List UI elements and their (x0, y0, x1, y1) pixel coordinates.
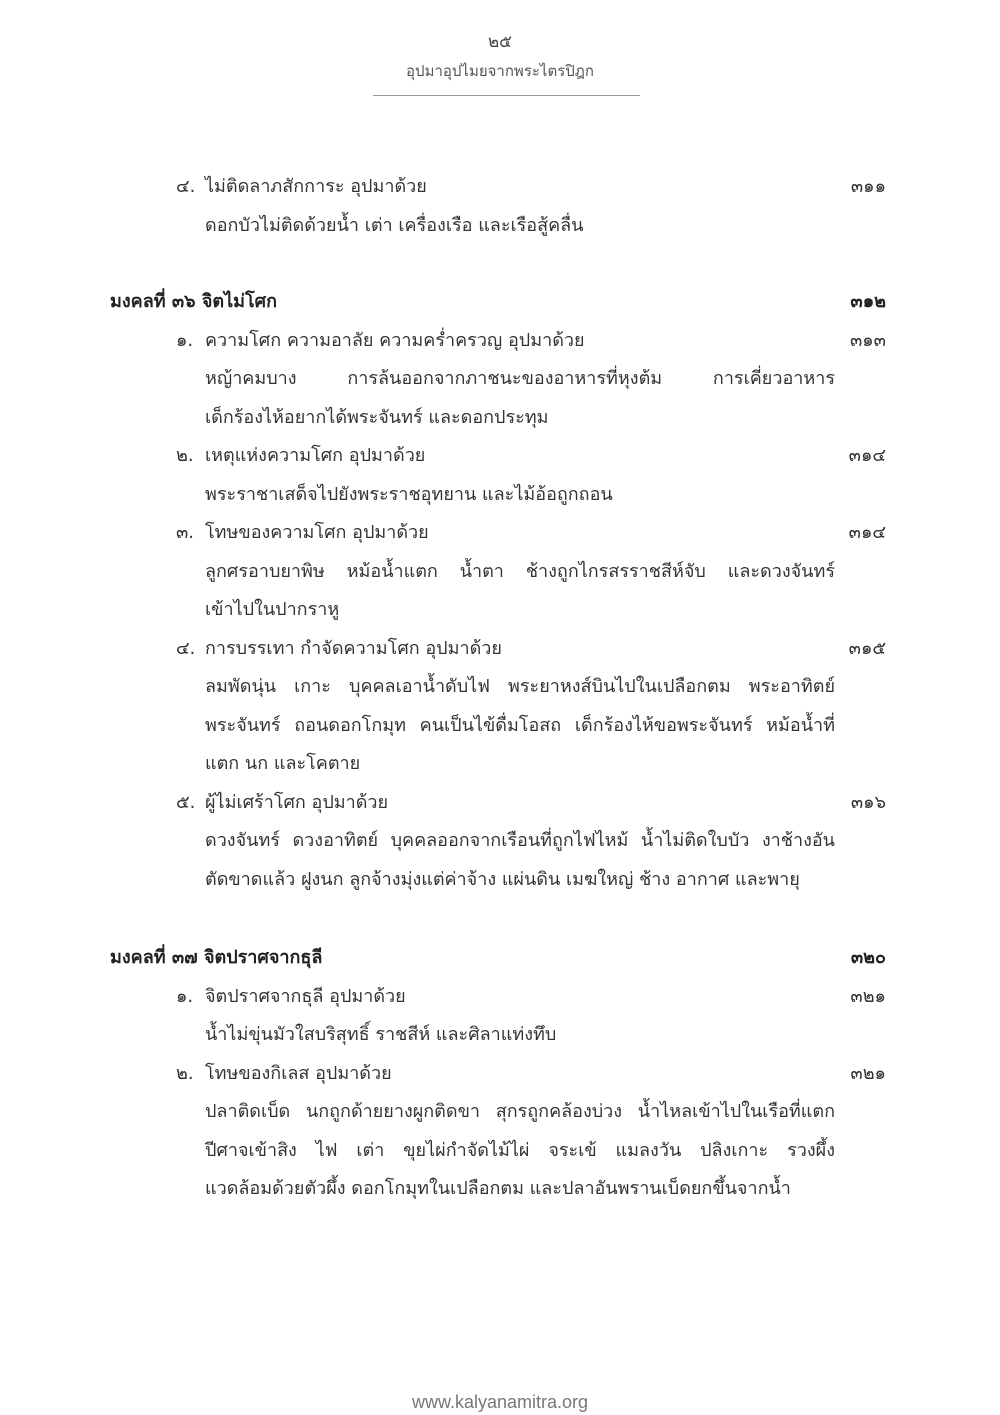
entry-description-text: ปลาติดเบ็ด นกถูกด้ายยางผูกติดขา สุกรถูกคล้องบ่วง น้ำไหลเข้าไปในเรือที่แตก (205, 1101, 835, 1122)
entry-description-line (0, 553, 1000, 592)
entry-number: ๑. (176, 329, 194, 351)
entry-description-line (0, 745, 1000, 784)
section-heading (0, 939, 1000, 978)
toc-entry (0, 168, 1000, 207)
entry-description-text: ลูกศรอาบยาพิษ หม้อน้ำแตก น้ำตา ช้างถูกไกรสรราชสีห์จับ และดวงจันทร์ (205, 560, 835, 582)
entry-description-line (0, 591, 1000, 630)
entry-title: โทษของความโศก อุปมาด้วย (205, 522, 429, 543)
entry-title: การบรรเทา กำจัดความโศก อุปมาด้วย (205, 637, 502, 659)
entry-description-text: ดอกบัวไม่ติดด้วยน้ำ เต่า เครื่องเรือ และเรือสู้คลื่น (205, 214, 584, 236)
entry-description-text: พระราชาเสด็จไปยังพระราชอุทยาน และไม้อ้อถูกถอน (205, 483, 613, 505)
entry-description-line (0, 1132, 1000, 1171)
entry-page: ๓๑๔ (848, 445, 886, 466)
section-heading-page: ๓๒๐ (850, 947, 886, 968)
entry-number: ๑. (176, 985, 194, 1007)
entry-description-text: หญ้าคมบาง การล้นออกจากภาชนะของอาหารที่หุงต้ม การเคี่ยวอาหาร (205, 368, 835, 389)
entry-title: เหตุแห่งความโศก อุปมาด้วย (205, 445, 426, 466)
toc-entry (0, 784, 1000, 823)
entry-title: ไม่ติดลาภสักการะ อุปมาด้วย (205, 176, 427, 197)
entry-description-line (0, 1170, 1000, 1209)
entry-description-text: ดวงจันทร์ ดวงอาทิตย์ บุคคลออกจากเรือนที่ถูกไฟไหม้ น้ำไม่ติดใบบัว งาช้างอัน (205, 830, 835, 851)
entry-number: ๒. (176, 1062, 194, 1084)
section-heading (0, 283, 1000, 322)
table-of-contents (0, 168, 1000, 1209)
entry-description-text: เข้าไปในปากราหู (205, 599, 340, 620)
entry-description-text: ปีศาจเข้าสิง ไฟ เต่า ขุยไผ่กำจัดไม้ไผ่ จระเข้ แมลงวัน ปลิงเกาะ รวงผึ้ง (205, 1139, 835, 1161)
entry-number: ๔. (176, 176, 196, 197)
entry-description-line (0, 1093, 1000, 1132)
entry-description-line (0, 207, 1000, 246)
entry-description-line (0, 861, 1000, 900)
entry-page: ๓๑๑ (850, 176, 886, 197)
entry-description-text: น้ำไม่ขุ่นมัวใสบริสุทธิ์ ราชสีห์ และศิลาแท่งทึบ (205, 1024, 557, 1045)
section-heading-title: มงคลที่ ๓๖ จิตไม่โศก (110, 291, 278, 312)
footer-website: www.kalyanamitra.org (411, 1392, 589, 1412)
entry-page: ๓๒๑ (850, 985, 886, 1007)
entry-page: ๓๑๖ (850, 791, 886, 813)
entry-page: ๓๑๔ (848, 522, 886, 543)
toc-entry (0, 630, 1000, 669)
entry-page: ๓๑๓ (849, 329, 886, 351)
entry-number: ๒. (176, 445, 194, 466)
entry-page: ๓๑๕ (848, 637, 886, 659)
toc-entry (0, 1055, 1000, 1094)
toc-entry (0, 978, 1000, 1017)
toc-entry (0, 437, 1000, 476)
header-divider (373, 95, 640, 96)
running-title: อุปมาอุปไมยจากพระไตรปิฎก (406, 62, 594, 80)
entry-number: ๔. (176, 637, 196, 659)
section-gap (0, 899, 1000, 939)
entry-description-text: ตัดขาดแล้ว ฝูงนก ลูกจ้างมุ่งแต่ค่าจ้าง แผ่นดิน เมฆใหญ่ ช้าง อากาศ และพายุ (205, 868, 800, 890)
entry-title: ความโศก ความอาลัย ความคร่ำครวญ อุปมาด้วย (205, 329, 585, 351)
entry-description-text: พระจันทร์ ถอนดอกโกมุท คนเป็นไข้ดื่มโอสถ เด็กร้องไห้ขอพระจันทร์ หม้อน้ำที่ (205, 714, 835, 736)
entry-description-line (0, 668, 1000, 707)
section-gap (0, 245, 1000, 283)
entry-title: โทษของกิเลส อุปมาด้วย (205, 1062, 392, 1084)
entry-description-line (0, 360, 1000, 399)
page-number: ๒๕ (487, 32, 513, 52)
page-header (0, 30, 1000, 82)
entry-description-line (0, 399, 1000, 438)
entry-number: ๕. (176, 791, 196, 813)
entry-description-line (0, 476, 1000, 515)
entry-description-text: แวดล้อมด้วยตัวผึ้ง ดอกโกมุทในเปลือกตม และปลาอันพรานเบ็ดยกขึ้นจากน้ำ (205, 1178, 791, 1199)
entry-title: ผู้ไม่เศร้าโศก อุปมาด้วย (205, 791, 389, 813)
entry-description-text: เด็กร้องไห้อยากได้พระจันทร์ และดอกประทุม (205, 406, 549, 428)
section-heading-page: ๓๑๒ (850, 291, 886, 312)
entry-description-text: ลมพัดนุ่น เกาะ บุคคลเอาน้ำดับไฟ พระยาหงส์บินไปในเปลือกตม พระอาทิตย์ (205, 676, 835, 697)
entry-description-line (0, 707, 1000, 746)
entry-description-line (0, 1016, 1000, 1055)
toc-entry (0, 514, 1000, 553)
entry-title: จิตปราศจากธุลี อุปมาด้วย (205, 985, 406, 1007)
toc-entry (0, 322, 1000, 361)
entry-page: ๓๒๑ (850, 1062, 886, 1084)
entry-number: ๓. (176, 522, 195, 543)
entry-description-line (0, 822, 1000, 861)
section-heading-title: มงคลที่ ๓๗ จิตปราศจากธุลี (110, 947, 323, 968)
entry-description-text: แตก นก และโคตาย (205, 753, 361, 774)
